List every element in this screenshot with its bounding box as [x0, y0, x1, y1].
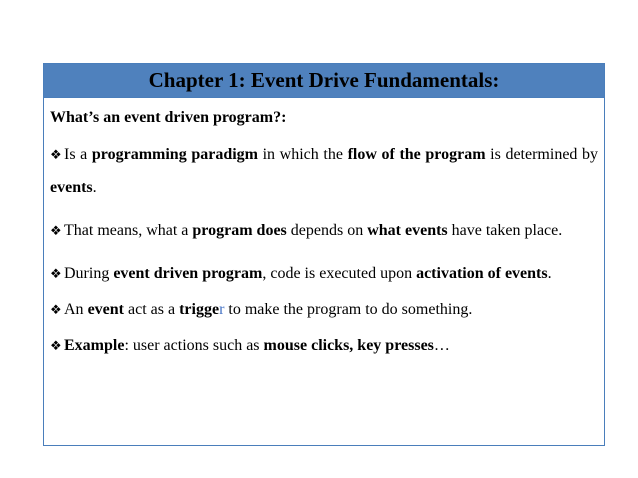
slide-body	[44, 98, 604, 356]
diamond-bullet-icon: ❖	[50, 147, 62, 162]
diamond-bullet-icon: ❖	[50, 223, 62, 238]
diamond-bullet-icon: ❖	[50, 302, 62, 317]
slide-content-box	[43, 63, 605, 446]
bullet-item: ❖ An event act as a trigger to make the program to do something.	[50, 301, 473, 318]
bullet-item: ❖ That means, what a program does depends on what events have taken place.	[50, 214, 598, 247]
bullet-item: ❖ During event driven program, code is executed upon activation of events.	[50, 257, 598, 290]
diamond-bullet-icon: ❖	[50, 266, 62, 281]
bullet-item: ❖ Is a programming paradigm in which the flow of the program is determined by events.	[50, 138, 598, 204]
diamond-bullet-icon: ❖	[50, 338, 62, 353]
section-heading: What’s an event driven program?:	[50, 109, 287, 126]
bullet-item: ❖ Example: user actions such as mouse clicks, key presses…	[50, 337, 450, 354]
slide-title: Chapter 1: Event Drive Fundamentals:	[44, 64, 604, 98]
